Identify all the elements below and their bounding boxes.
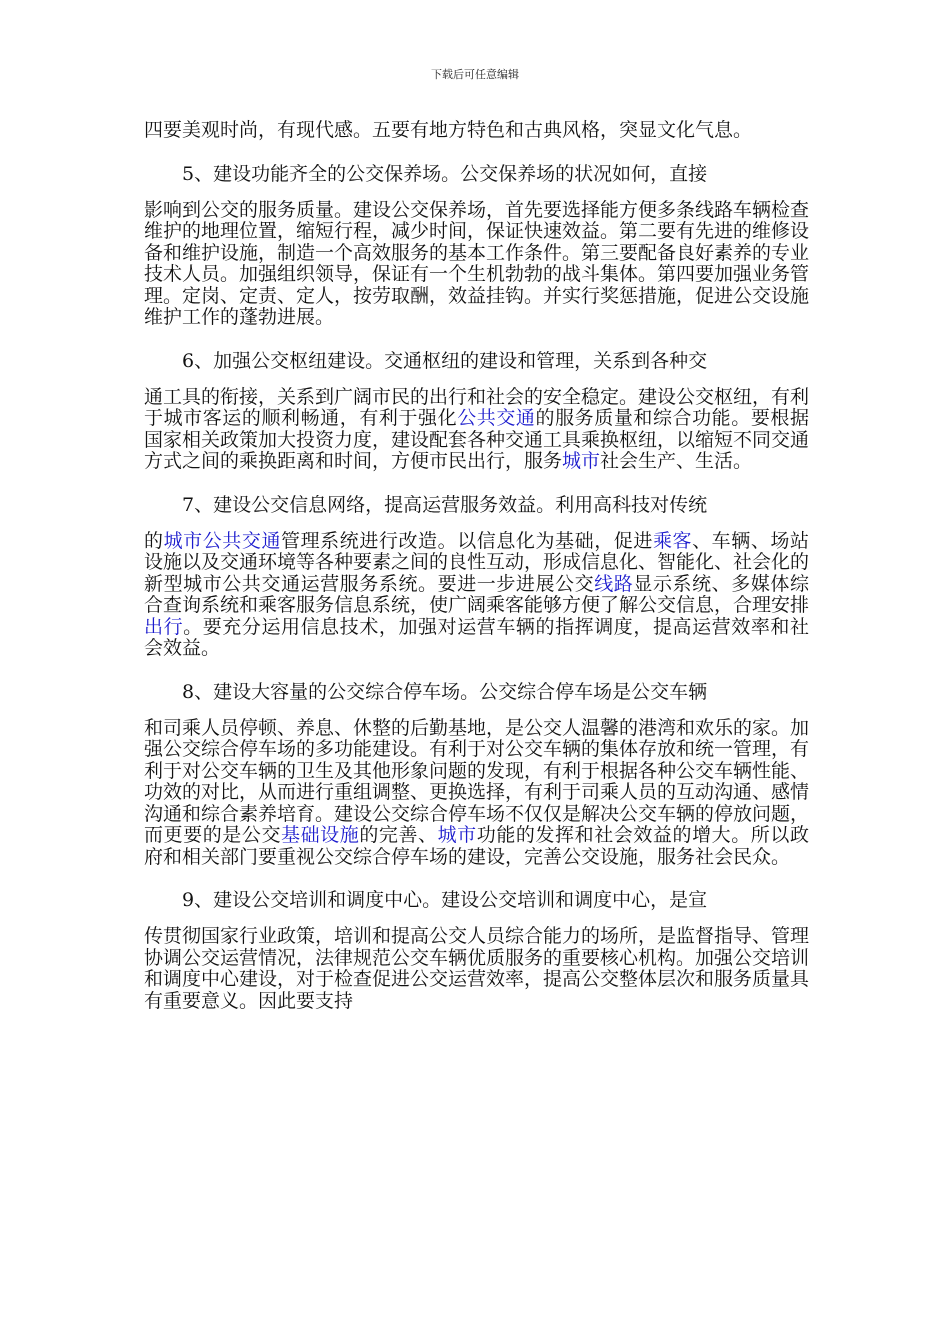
text-run: 的完善、 — [359, 824, 438, 846]
paragraph-6-lead: 6、加强公交枢纽建设。交通枢纽的建设和管理，关系到各种交 — [182, 350, 708, 372]
inline-link[interactable]: 乘客 — [652, 529, 693, 552]
paragraph-9-body: 传贯彻国家行业政策，培训和提高公交人员综合能力的场所，是监督指导、管理协调公交运营情况，法律规范公交车辆优质服务的重要核心机构。加强公交培训和调度中心建设，对于检查促进公交运营效率，提高公交整体层次和服务质量具有重要意义。因此要支持 — [144, 925, 810, 1012]
text-run: 通工具的衔接，关系到广阔市民的出行和社会的安全稳定。建设公交枢纽，有利于城市客运的顺利畅通，有利于强化 — [144, 385, 810, 429]
paragraph-9-lead: 9、建设公交培训和调度中心。建设公交培训和调度中心，是宣 — [182, 890, 708, 911]
text-run: 、车辆、场站设施以及交通环境等各种要素之间的良性互动，形成信息化、智能化、社会化的新型城市公共交通运营服务系统。要进一步进展公交 — [144, 529, 810, 595]
text-run: 显示系统、多媒体综合查询系统和乘客服务信息系统，使广阔乘客能够方便了解公交信息，合理安排 — [144, 572, 810, 616]
paragraph-7-body — [144, 531, 809, 660]
paragraph-6-body — [144, 387, 809, 473]
text-run: 管理系统进行改造。以信息化为基础，促进 — [281, 529, 653, 552]
text-run: 的服务质量和综合功能。要根据国家相关政策加大投资力度，建设配套各种交通工具乘换枢纽，以缩短不同交通方式之间的乘换距离和时间，方便市民出行，服务 — [144, 407, 810, 472]
text-run: 功能的发挥和社会效益的增大。所以政府和相关部门要重视公交综合停车场的建设，完善公交设施，服务社会民众。 — [144, 824, 809, 868]
inline-link[interactable]: 城市 — [562, 450, 601, 472]
text-run: 和司乘人员停顿、养息、休整的后勤基地，是公交人温馨的港湾和欢乐的家。加强公交综合停车场的多功能建设。有利于对公交车辆的集体存放和统一管理，有利于对公交车辆的卫生及其他形象问题的发现，有利于根据各种公交车辆性能、功效的对比，从而进行重组调整、更换选择，有利于司乘人员的互动沟通、感情沟通和综合素养培育。建设公交综合停车场不仅仅是解决公交车辆的停放问题，而更要的是公交 — [144, 716, 810, 846]
paragraph-5-body: 影响到公交的服务质量。建设公交保养场，首先要选择能方便多条线路车辆检查维护的地理位置，缩短行程，减少时间，保证快速效益。第二要有先进的维修设备和维护设施，制造一个高效服务的基本工作条件。第三要配备良好素养的专业技术人员。加强组织领导，保证有一个生机勃勃的战斗集体。第四要加强业务管理。定岗、定责、定人，按劳取酬，效益挂钩。并实行奖惩措施，促进公交设施维护工作的蓬勃进展。 — [144, 198, 810, 328]
document-body — [144, 120, 809, 1012]
paragraph-5-lead: 5、建设功能齐全的公交保养场。公交保养场的状况如何，直接 — [182, 163, 708, 185]
page-header: 下载后可任意编辑 — [431, 68, 519, 81]
text-run: 的 — [144, 529, 164, 552]
paragraph-intro: 四要美观时尚，有现代感。五要有地方特色和古典风格，突显文化气息。 — [144, 119, 753, 141]
inline-link[interactable]: 公共交通 — [457, 407, 536, 429]
inline-link[interactable]: 城市公共交通 — [163, 529, 282, 552]
paragraph-8-lead: 8、建设大容量的公交综合停车场。公交综合停车场是公交车辆 — [182, 681, 708, 703]
paragraph-8-body — [144, 718, 809, 869]
paragraph-7-lead: 7、建设公交信息网络，提高运营服务效益。利用高科技对传统 — [182, 494, 708, 516]
inline-link[interactable]: 基础设施 — [281, 824, 360, 846]
inline-link[interactable]: 线路 — [594, 572, 634, 595]
text-run: 社会生产、生活。 — [600, 450, 753, 472]
text-run: 。要充分运用信息技术，加强对运营车辆的指挥调度，提高运营效率和社会效益。 — [144, 615, 809, 659]
inline-link[interactable]: 出行 — [144, 615, 184, 638]
inline-link[interactable]: 城市 — [437, 824, 477, 846]
